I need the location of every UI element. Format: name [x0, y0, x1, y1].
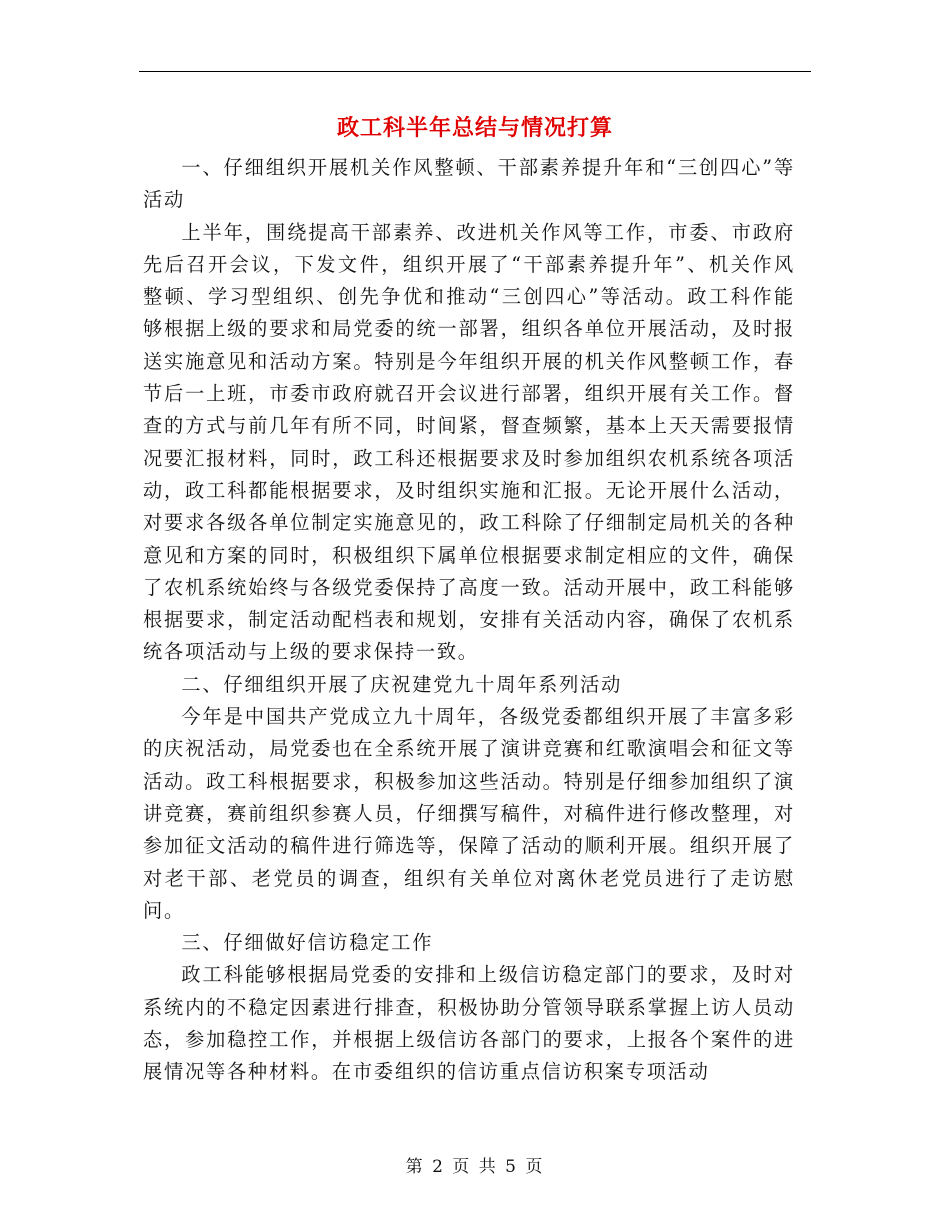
section-heading-3: 三、仔细做好信访稳定工作: [181, 931, 434, 955]
document-title: 政工科半年总结与情况打算: [336, 115, 613, 141]
document-body: [143, 152, 795, 1089]
body-paragraph-3: 政工科能够根据局党委的安排和上级信访稳定部门的要求，及时对系统内的不稳定因素进行排查，积极协助分管领导联系掌握上访人员动态，参加稳控工作，并根据上级信访各部门的要求，上报各个案件的进展情况等各种材料。在市委组织的信访重点信访积案专项活动: [143, 963, 795, 1084]
header-rule: [139, 71, 811, 72]
section-heading-2: 二、仔细组织开展了庆祝建党九十周年系列活动: [181, 672, 623, 696]
body-paragraph-1: 上半年，围绕提高干部素养、改进机关作风等工作，市委、市政府先后召开会议，下发文件，组织开展了“干部素养提升年”、机关作风整顿、学习型组织、创先争优和推动“三创四心”等活动。政工科作能够根据上级的要求和局党委的统一部署，组织各单位开展活动，及时报送实施意见和活动方案。特别是今年组织开展的机关作风整顿工作，春节后一上班，市委市政府就召开会议进行部署，组织开展有关工作。督查的方式与前几年有所不同，时间紧，督查频繁，基本上天天需要报情况要汇报材料，同时，政工科还根据要求及时参加组织农机系统各项活动，政工科都能根据要求，及时组织实施和汇报。无论开展什么活动，对要求各级各单位制定实施意见的，政工科除了仔细制定局机关的各种意见和方案的同时，积极组织下属单位根据要求制定相应的文件，确保了农机系统始终与各级党委保持了高度一致。活动开展中，政工科能够根据要求，制定活动配档表和规划，安排有关活动内容，确保了农机系统各项活动与上级的要求保持一致。: [143, 220, 795, 664]
body-paragraph-2: 今年是中国共产党成立九十周年，各级党委都组织开展了丰富多彩的庆祝活动，局党委也在全系统开展了演讲竞赛和红歌演唱会和征文等活动。政工科根据要求，积极参加这些活动。特别是仔细参加组织了演讲竞赛，赛前组织参赛人员，仔细撰写稿件，对稿件进行修改整理，对参加征文活动的稿件进行筛选等，保障了活动的顺利开展。组织开展了对老干部、老党员的调查，组织有关单位对离休老党员进行了走访慰问。: [143, 705, 795, 922]
page-number: 第 2 页 共 5 页: [405, 1157, 545, 1177]
section-heading-1: 一、仔细组织开展机关作风整顿、干部素养提升年和“三创四心”等活动: [143, 156, 795, 212]
